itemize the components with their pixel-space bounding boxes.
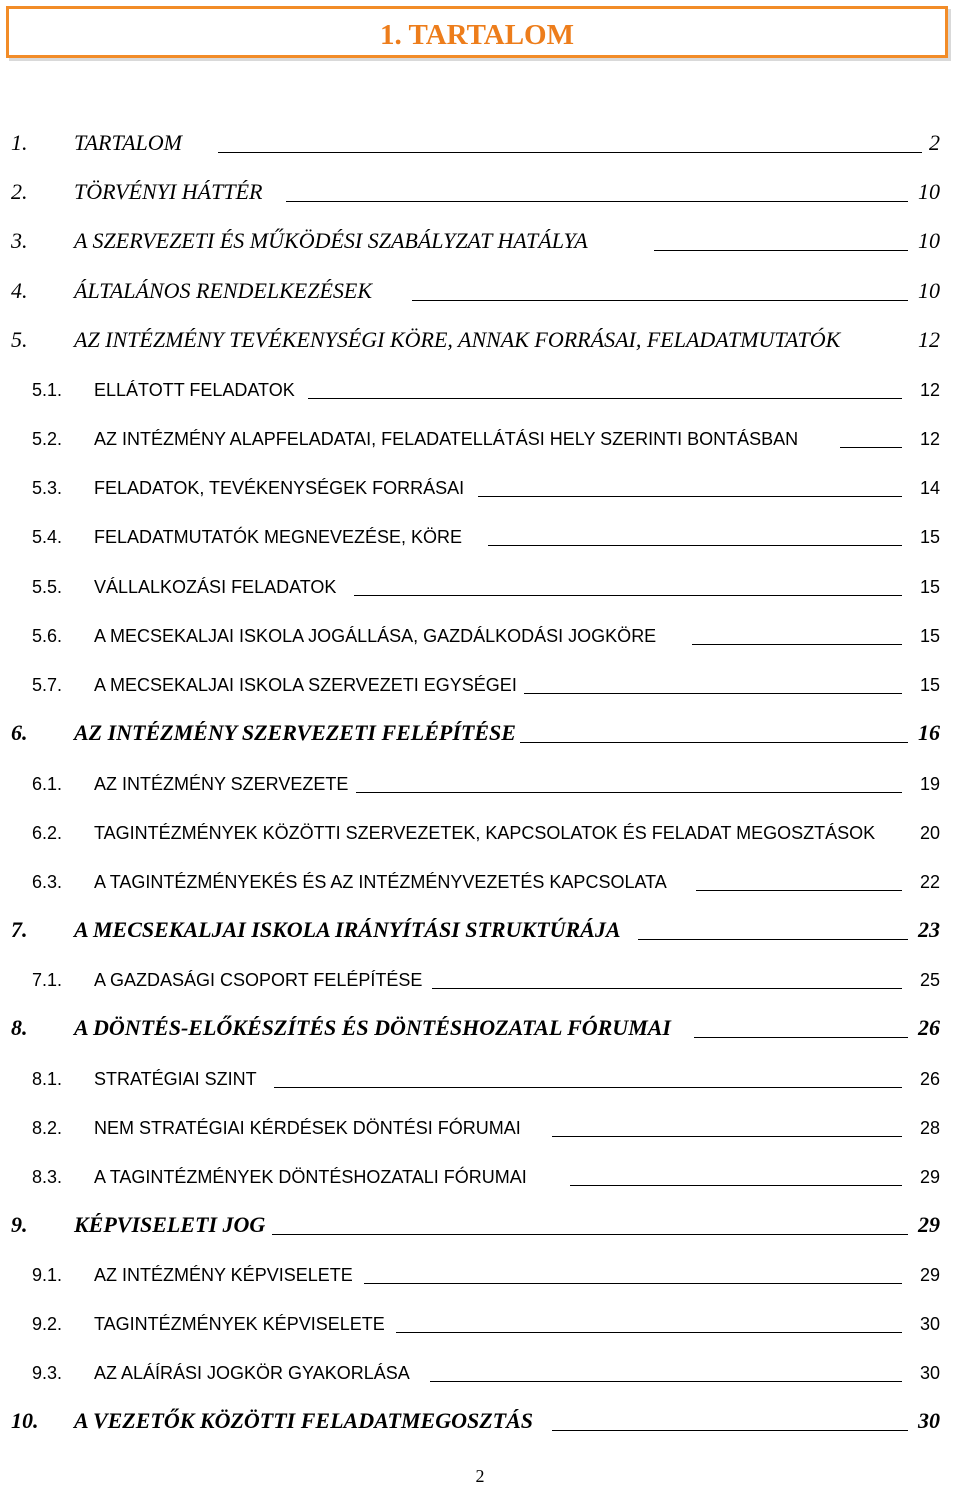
toc-leader-line — [488, 545, 902, 546]
toc-entry-number: 6.3. — [32, 872, 63, 892]
toc-entry-number: 1. — [11, 130, 28, 155]
toc-entry[interactable] — [0, 228, 960, 262]
toc-entry-title: A MECSEKALJAI ISKOLA IRÁNYÍTÁSI STRUKTÚRÁJA — [74, 917, 621, 942]
toc-entry-page: 30 — [919, 1314, 940, 1334]
toc-entry[interactable] — [0, 871, 960, 905]
toc-entry-page: 28 — [919, 1118, 940, 1138]
toc-entry-title: A DÖNTÉS-ELŐKÉSZÍTÉS ÉS DÖNTÉSHOZATAL FÓRUMAI — [74, 1015, 671, 1040]
toc-entry-number: 10. — [11, 1408, 39, 1433]
toc-entry-page: 15 — [919, 675, 940, 695]
toc-entry-number: 8.3. — [32, 1167, 63, 1187]
toc-leader-line — [308, 398, 902, 399]
toc-entry[interactable] — [0, 969, 960, 1003]
toc-entry[interactable] — [0, 576, 960, 610]
toc-entry-number: 5.3. — [32, 478, 63, 498]
toc-leader-line — [570, 1185, 902, 1186]
toc-leader-line — [274, 1087, 902, 1088]
toc-entry-title: A TAGINTÉZMÉNYEKÉS ÉS AZ INTÉZMÉNYVEZETÉS KAPCSOLATA — [94, 872, 667, 892]
toc-entry[interactable] — [0, 477, 960, 511]
toc-entry-title: AZ ALÁÍRÁSI JOGKÖR GYAKORLÁSA — [94, 1363, 410, 1383]
toc-entry-title: TAGINTÉZMÉNYEK KÉPVISELETE — [94, 1314, 385, 1334]
toc-entry-page: 26 — [919, 1069, 940, 1089]
toc-entry[interactable] — [0, 1212, 960, 1246]
page-number: 2 — [475, 1466, 485, 1486]
toc-entry-number: 7. — [11, 917, 28, 942]
toc-entry[interactable] — [0, 1015, 960, 1049]
toc-entry-number: 6. — [11, 720, 28, 745]
toc-entry-number: 8. — [11, 1015, 28, 1040]
toc-entry[interactable] — [0, 130, 960, 164]
toc-entry[interactable] — [0, 1264, 960, 1298]
toc-entry-title: A MECSEKALJAI ISKOLA SZERVEZETI EGYSÉGEI — [94, 675, 517, 695]
toc-entry-page: 29 — [919, 1167, 940, 1187]
page-title: 1. TARTALOM — [380, 19, 574, 51]
toc-leader-line — [552, 1136, 902, 1137]
toc-entry-number: 5.5. — [32, 577, 63, 597]
toc-entry[interactable] — [0, 720, 960, 754]
toc-leader-line — [218, 152, 922, 153]
toc-entry-number: 5.6. — [32, 626, 63, 646]
toc-entry-page: 30 — [919, 1363, 940, 1383]
toc-entry-page: 30 — [918, 1408, 940, 1433]
toc-entry-title: A GAZDASÁGI CSOPORT FELÉPÍTÉSE — [94, 970, 423, 990]
toc-entry-page: 29 — [919, 1265, 940, 1285]
toc-entry[interactable] — [0, 379, 960, 413]
toc-entry-title: STRATÉGIAI SZINT — [94, 1069, 257, 1089]
toc-entry-title: ELLÁTOTT FELADATOK — [94, 380, 295, 400]
toc-entry[interactable] — [0, 1117, 960, 1151]
toc-entry-number: 6.1. — [32, 774, 63, 794]
toc-entry-number: 5. — [11, 327, 28, 352]
toc-entry-title: A TAGINTÉZMÉNYEK DÖNTÉSHOZATALI FÓRUMAI — [94, 1167, 527, 1187]
toc-entry[interactable] — [0, 327, 960, 361]
toc-entry[interactable] — [0, 625, 960, 659]
toc-entry[interactable] — [0, 1313, 960, 1347]
toc-entry-title: NEM STRATÉGIAI KÉRDÉSEK DÖNTÉSI FÓRUMAI — [94, 1118, 521, 1138]
toc-entry-title: A MECSEKALJAI ISKOLA JOGÁLLÁSA, GAZDÁLKODÁSI JOGKÖRE — [94, 626, 657, 646]
toc-entry-title: KÉPVISELETI JOG — [74, 1212, 266, 1237]
toc-entry-title: FELADATOK, TEVÉKENYSÉGEK FORRÁSAI — [94, 478, 465, 498]
toc-entry-title: AZ INTÉZMÉNY ALAPFELADATAI, FELADATELLÁTÁSI HELY SZERINTI BONTÁSBAN — [94, 429, 799, 449]
toc-entry-number: 2. — [11, 179, 28, 204]
toc-entry-number: 9.3. — [32, 1363, 63, 1383]
toc-entry-page: 10 — [918, 278, 940, 303]
toc-entry-title: FELADATMUTATÓK MEGNEVEZÉSE, KÖRE — [94, 527, 463, 547]
toc-leader-line — [354, 595, 902, 596]
toc-entry-page: 22 — [919, 872, 940, 892]
toc-leader-line — [694, 1037, 908, 1038]
toc-entry-number: 5.4. — [32, 527, 63, 547]
toc-entry-number: 8.2. — [32, 1118, 63, 1138]
toc-leader-line — [432, 988, 902, 989]
toc-entry-number: 9.2. — [32, 1314, 63, 1334]
toc-leader-line — [272, 1234, 908, 1235]
toc-leader-line — [840, 447, 902, 448]
toc-leader-line — [524, 693, 902, 694]
toc-entry-number: 5.1. — [32, 380, 63, 400]
toc-entry[interactable] — [0, 822, 960, 856]
toc-entry-page: 25 — [919, 970, 940, 990]
toc-leader-line — [520, 742, 908, 743]
toc-entry-number: 7.1. — [32, 970, 63, 990]
toc-entry-title: TÖRVÉNYI HÁTTÉR — [74, 179, 263, 204]
toc-entry[interactable] — [0, 1166, 960, 1200]
toc-entry-title: AZ INTÉZMÉNY KÉPVISELETE — [94, 1265, 353, 1285]
toc-entry[interactable] — [0, 773, 960, 807]
toc-leader-line — [430, 1381, 902, 1382]
toc-entry-page: 2 — [929, 130, 940, 155]
toc-leader-line — [364, 1283, 902, 1284]
toc-leader-line — [478, 496, 902, 497]
toc-entry[interactable] — [0, 179, 960, 213]
toc-leader-line — [552, 1430, 908, 1431]
toc-entry-title: A VEZETŐK KÖZÖTTI FELADATMEGOSZTÁS — [74, 1408, 534, 1433]
toc-entry-page: 23 — [918, 917, 940, 942]
toc-entry-title: ÁLTALÁNOS RENDELKEZÉSEK — [74, 278, 373, 303]
toc-entry-number: 8.1. — [32, 1069, 63, 1089]
toc-entry-page: 10 — [918, 179, 940, 204]
toc-entry-page: 29 — [918, 1212, 940, 1237]
toc-entry-page: 15 — [919, 527, 940, 547]
toc-entry-title: A SZERVEZETI ÉS MŰKÖDÉSI SZABÁLYZAT HATÁLYA — [74, 228, 588, 253]
toc-entry-title: TARTALOM — [74, 130, 182, 155]
toc-entry-number: 9.1. — [32, 1265, 63, 1285]
toc-entry-title: VÁLLALKOZÁSI FELADATOK — [94, 577, 337, 597]
toc-entry-number: 4. — [11, 278, 28, 303]
toc-entry-page: 15 — [919, 577, 940, 597]
toc-leader-line — [396, 1332, 902, 1333]
toc-entry-number: 5.2. — [32, 429, 63, 449]
toc-entry-page: 26 — [918, 1015, 940, 1040]
toc-leader-line — [638, 939, 908, 940]
toc-entry-number: 6.2. — [32, 823, 63, 843]
toc-entry-title: AZ INTÉZMÉNY SZERVEZETI FELÉPÍTÉSE — [74, 720, 516, 745]
toc-entry-page: 14 — [919, 478, 940, 498]
toc-entry-page: 19 — [919, 774, 940, 794]
toc-leader-line — [286, 201, 908, 202]
toc-leader-line — [696, 890, 902, 891]
toc-entry-title: TAGINTÉZMÉNYEK KÖZÖTTI SZERVEZETEK, KAPCSOLATOK ÉS FELADAT MEGOSZTÁSOK — [94, 823, 876, 843]
toc-entry[interactable] — [0, 278, 960, 312]
toc-entry-page: 16 — [918, 720, 940, 745]
toc-entry[interactable] — [0, 917, 960, 951]
toc-leader-line — [692, 644, 902, 645]
toc-entry-number: 9. — [11, 1212, 28, 1237]
toc-entry-page: 10 — [918, 228, 940, 253]
toc-entry-page: 12 — [918, 327, 940, 352]
toc-entry-page: 15 — [919, 626, 940, 646]
toc-entry-page: 12 — [919, 429, 940, 449]
toc-leader-line — [356, 792, 902, 793]
toc-entry[interactable] — [0, 674, 960, 708]
toc-entry-page: 12 — [919, 380, 940, 400]
toc-entry[interactable] — [0, 428, 960, 462]
toc-entry-page: 20 — [919, 823, 940, 843]
toc-entry[interactable] — [0, 1408, 960, 1442]
toc-entry[interactable] — [0, 526, 960, 560]
toc-entry[interactable] — [0, 1362, 960, 1396]
toc-leader-line — [412, 300, 908, 301]
toc-entry[interactable] — [0, 1068, 960, 1102]
toc-entry-title: AZ INTÉZMÉNY SZERVEZETE — [94, 774, 349, 794]
toc-entry-title: AZ INTÉZMÉNY TEVÉKENYSÉGI KÖRE, ANNAK FORRÁSAI, FELADATMUTATÓK — [74, 327, 841, 352]
toc-entry-number: 5.7. — [32, 675, 63, 695]
toc-leader-line — [654, 250, 908, 251]
toc-entry-number: 3. — [11, 228, 28, 253]
